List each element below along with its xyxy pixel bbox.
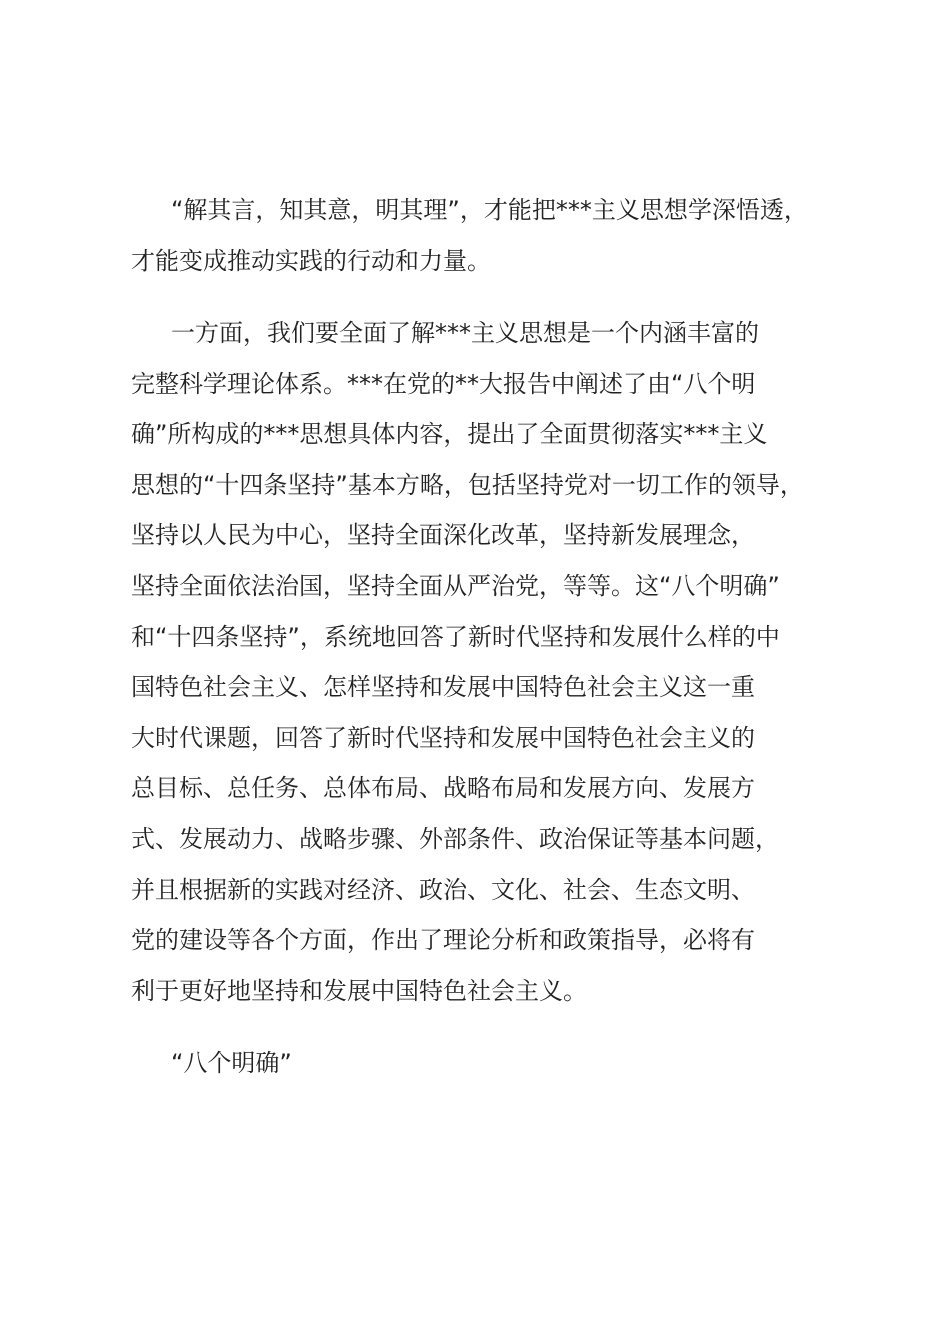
paragraph-line: 坚持以人民为中心，坚持全面深化改革，坚持新发展理念，	[131, 521, 755, 550]
paragraph-line: 大时代课题，回答了新时代坚持和发展中国特色社会主义的	[131, 723, 755, 752]
paragraph-line: 完整科学理论体系。***在党的**大报告中阐述了由“八个明	[131, 369, 756, 398]
paragraph-line: 才能变成推动实践的行动和力量。	[131, 246, 491, 275]
paragraph-line: 式、发展动力、战略步骤、外部条件、政治保证等基本问题，	[131, 824, 779, 853]
paragraph-3	[131, 1038, 851, 1089]
paragraph-1	[131, 185, 851, 286]
paragraph-line: 利于更好地坚持和发展中国特色社会主义。	[131, 976, 587, 1005]
paragraph-line: “解其言，知其意，明其理”，才能把***主义思想学深悟透，	[171, 196, 808, 224]
paragraph-line: 思想的“十四条坚持”基本方略，包括坚持党对一切工作的领导，	[131, 470, 804, 499]
paragraph-line: 国特色社会主义、怎样坚持和发展中国特色社会主义这一重	[131, 673, 755, 702]
paragraph-line: 总目标、总任务、总体布局、战略布局和发展方向、发展方	[131, 774, 755, 803]
paragraph-line: 一方面，我们要全面了解***主义思想是一个内涵丰富的	[171, 319, 759, 347]
paragraph-line: 党的建设等各个方面，作出了理论分析和政策指导，必将有	[131, 926, 755, 955]
paragraph-line: 确”所构成的***思想具体内容，提出了全面贯彻落实***主义	[131, 420, 768, 449]
paragraph-line: 并且根据新的实践对经济、政治、文化、社会、生态文明、	[131, 875, 755, 904]
paragraph-2	[131, 308, 851, 1016]
paragraph-line: 和“十四条坚持”，系统地回答了新时代坚持和发展什么样的中	[131, 622, 780, 651]
paragraph-line: 坚持全面依法治国，坚持全面从严治党，等等。这“八个明确”	[131, 571, 780, 600]
paragraph-line: “八个明确”	[171, 1049, 292, 1077]
